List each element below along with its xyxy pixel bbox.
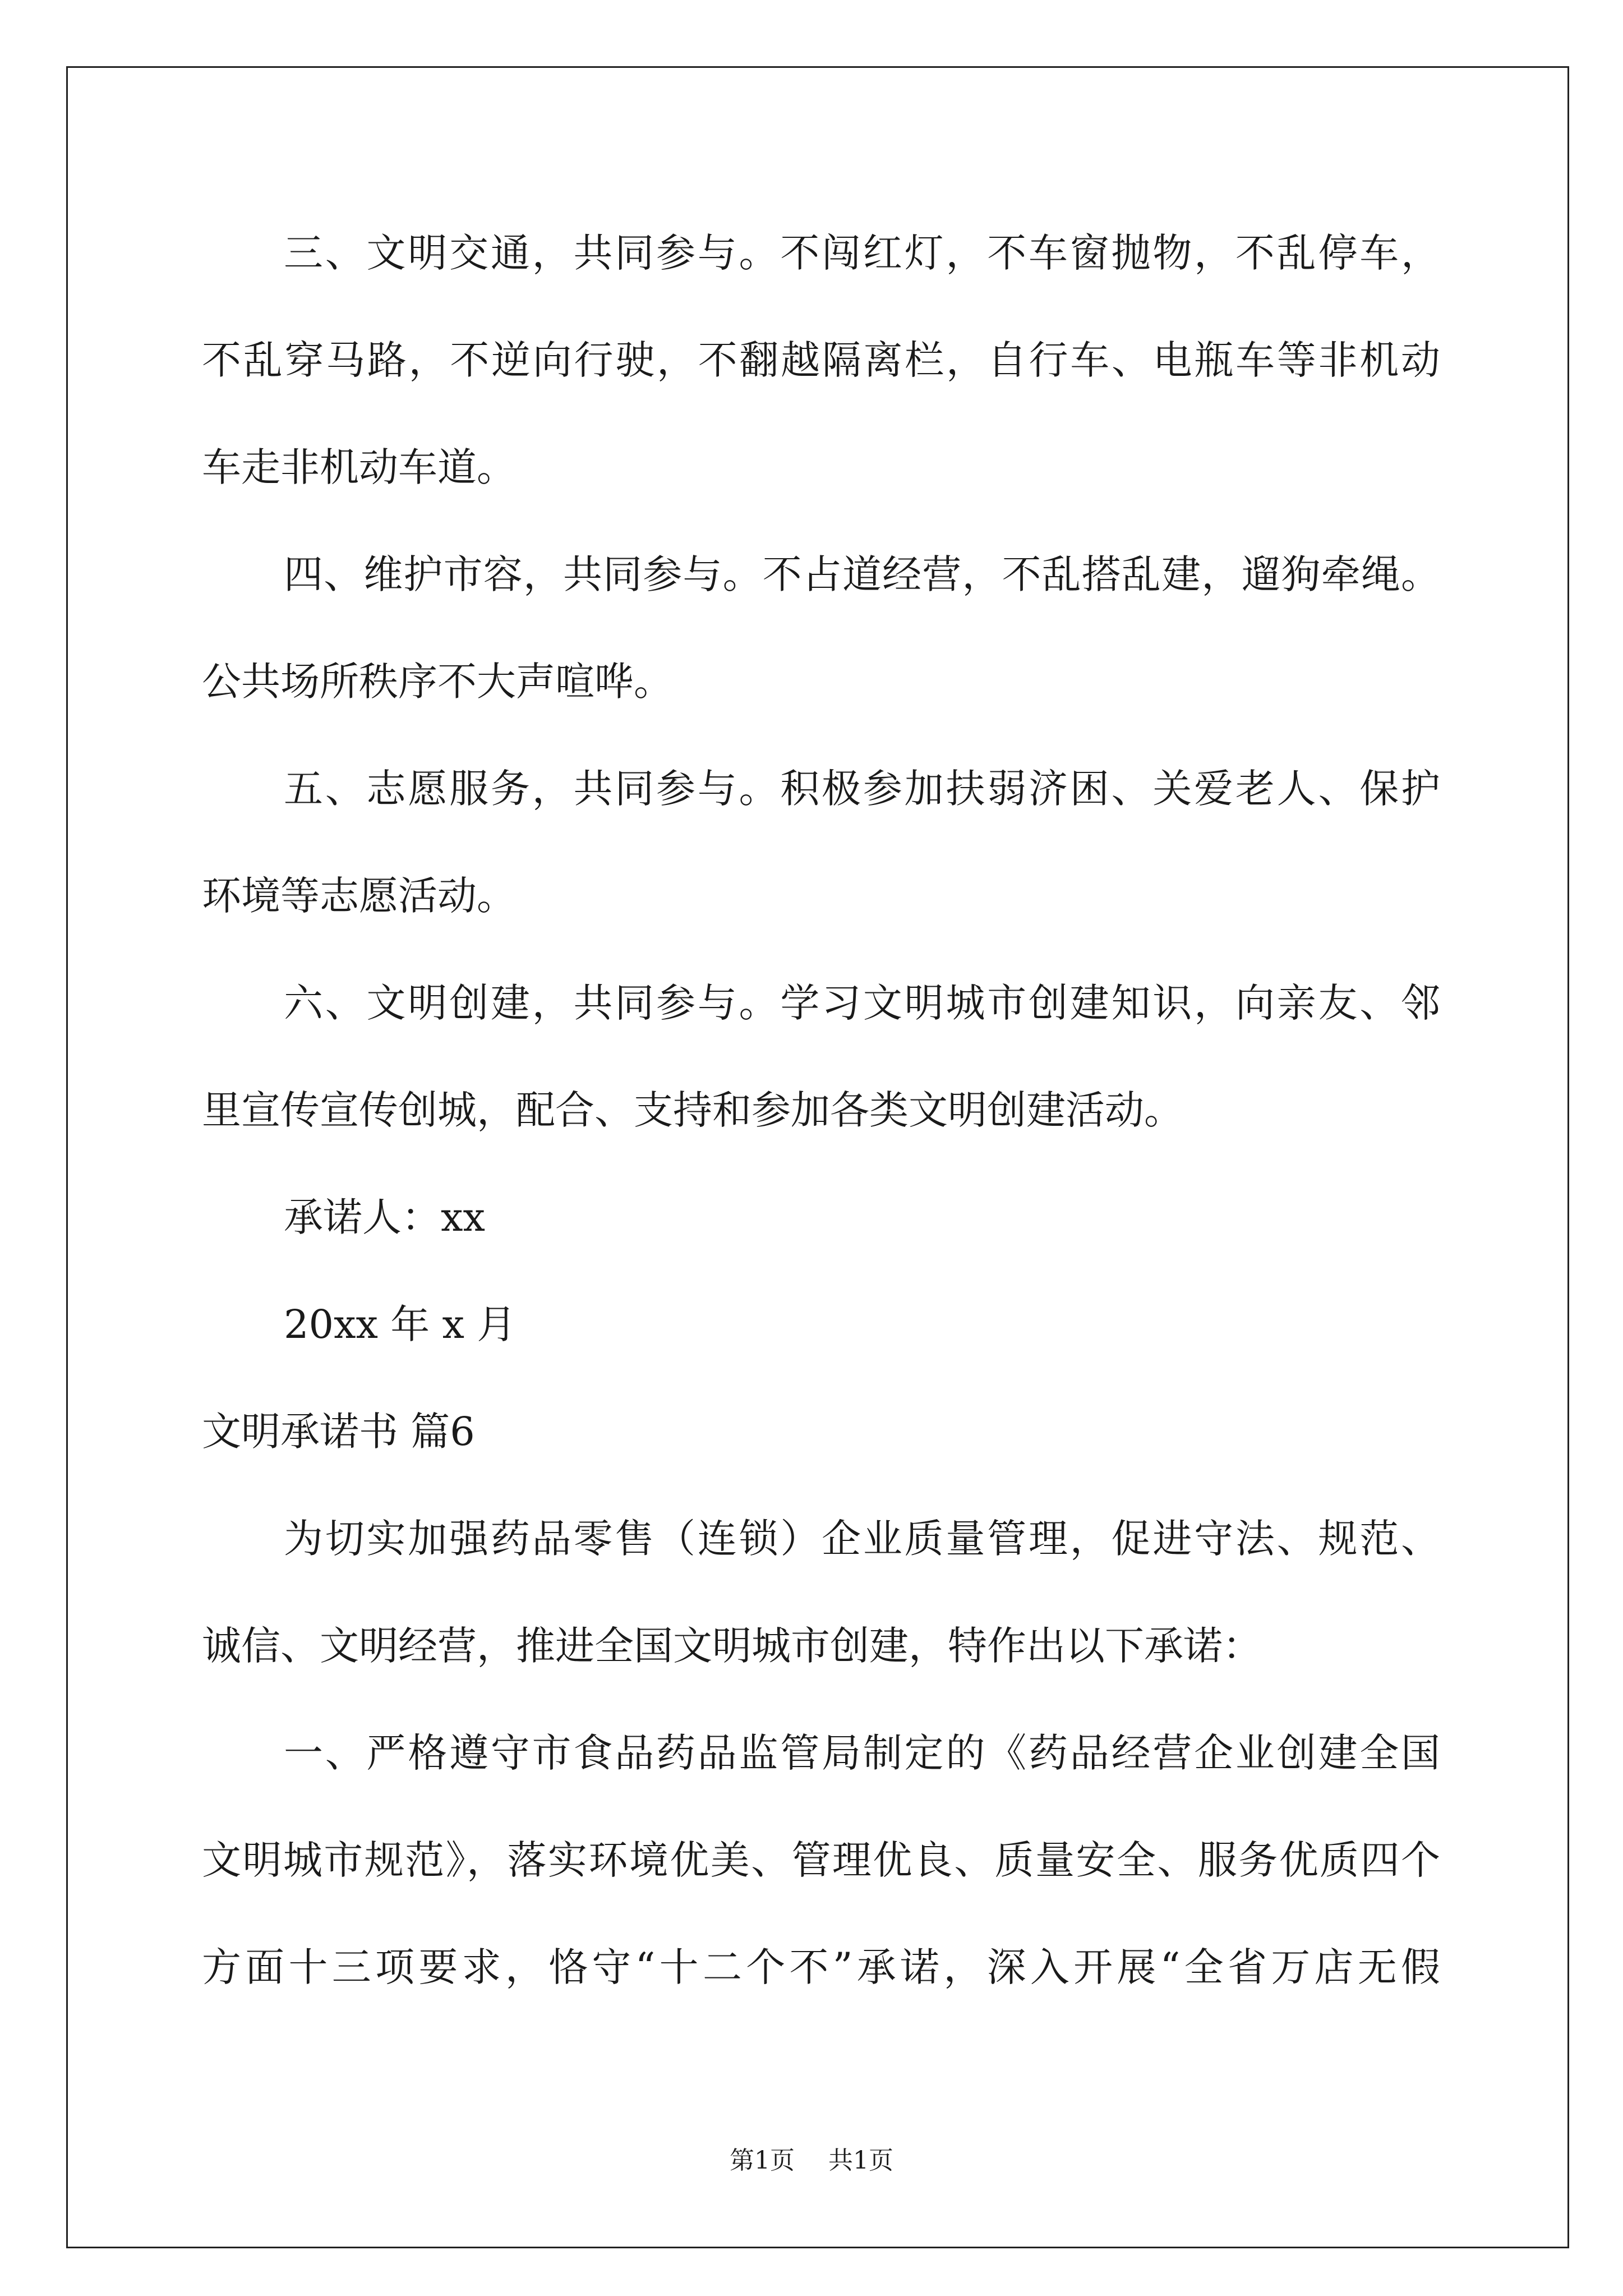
text-line: 三、文明交通，共同参与。不闯红灯，不车窗抛物，不乱停车， bbox=[284, 230, 1440, 276]
text-line: 方面十三项要求，恪守“十二个不”承诺，深入开展“全省万店无假 bbox=[202, 1944, 1440, 1990]
text-line: 环境等志愿活动。 bbox=[202, 873, 516, 919]
text-line: 一、严格遵守市食品药品监管局制定的《药品经营企业创建全国 bbox=[284, 1730, 1440, 1776]
text-line: 为切实加强药品零售（连锁）企业质量管理，促进守法、规范、 bbox=[284, 1516, 1440, 1562]
text-line: 不乱穿马路，不逆向行驶，不翻越隔离栏，自行车、电瓶车等非机动 bbox=[202, 337, 1440, 383]
text-line: 六、文明创建，共同参与。学习文明城市创建知识，向亲友、邻 bbox=[284, 980, 1440, 1026]
text-line: 五、志愿服务，共同参与。积极参加扶弱济困、关爱老人、保护 bbox=[284, 766, 1440, 812]
document-body bbox=[202, 200, 1440, 2021]
text-line: 里宣传宣传创城，配合、支持和参加各类文明创建活动。 bbox=[202, 1087, 1183, 1133]
text-line: 文明城市规范》，落实环境优美、管理优良、质量安全、服务优质四个 bbox=[202, 1837, 1440, 1883]
page-total: 共1页 bbox=[828, 2146, 893, 2175]
page-footer bbox=[0, 2144, 1623, 2178]
text-line: 20xx 年 x 月 bbox=[284, 1301, 517, 1347]
text-line: 公共场所秩序不大声喧哗。 bbox=[202, 659, 673, 705]
text-line: 四、维护市容，共同参与。不占道经营，不乱搭乱建，遛狗牵绳。 bbox=[284, 551, 1440, 597]
text-line: 诚信、文明经营，推进全国文明城市创建，特作出以下承诺： bbox=[202, 1623, 1262, 1669]
text-line: 车走非机动车道。 bbox=[202, 444, 516, 490]
page-number: 第1页 bbox=[730, 2146, 795, 2175]
text-line: 承诺人：xx bbox=[284, 1194, 485, 1240]
text-line: 文明承诺书 篇6 bbox=[202, 1409, 475, 1455]
